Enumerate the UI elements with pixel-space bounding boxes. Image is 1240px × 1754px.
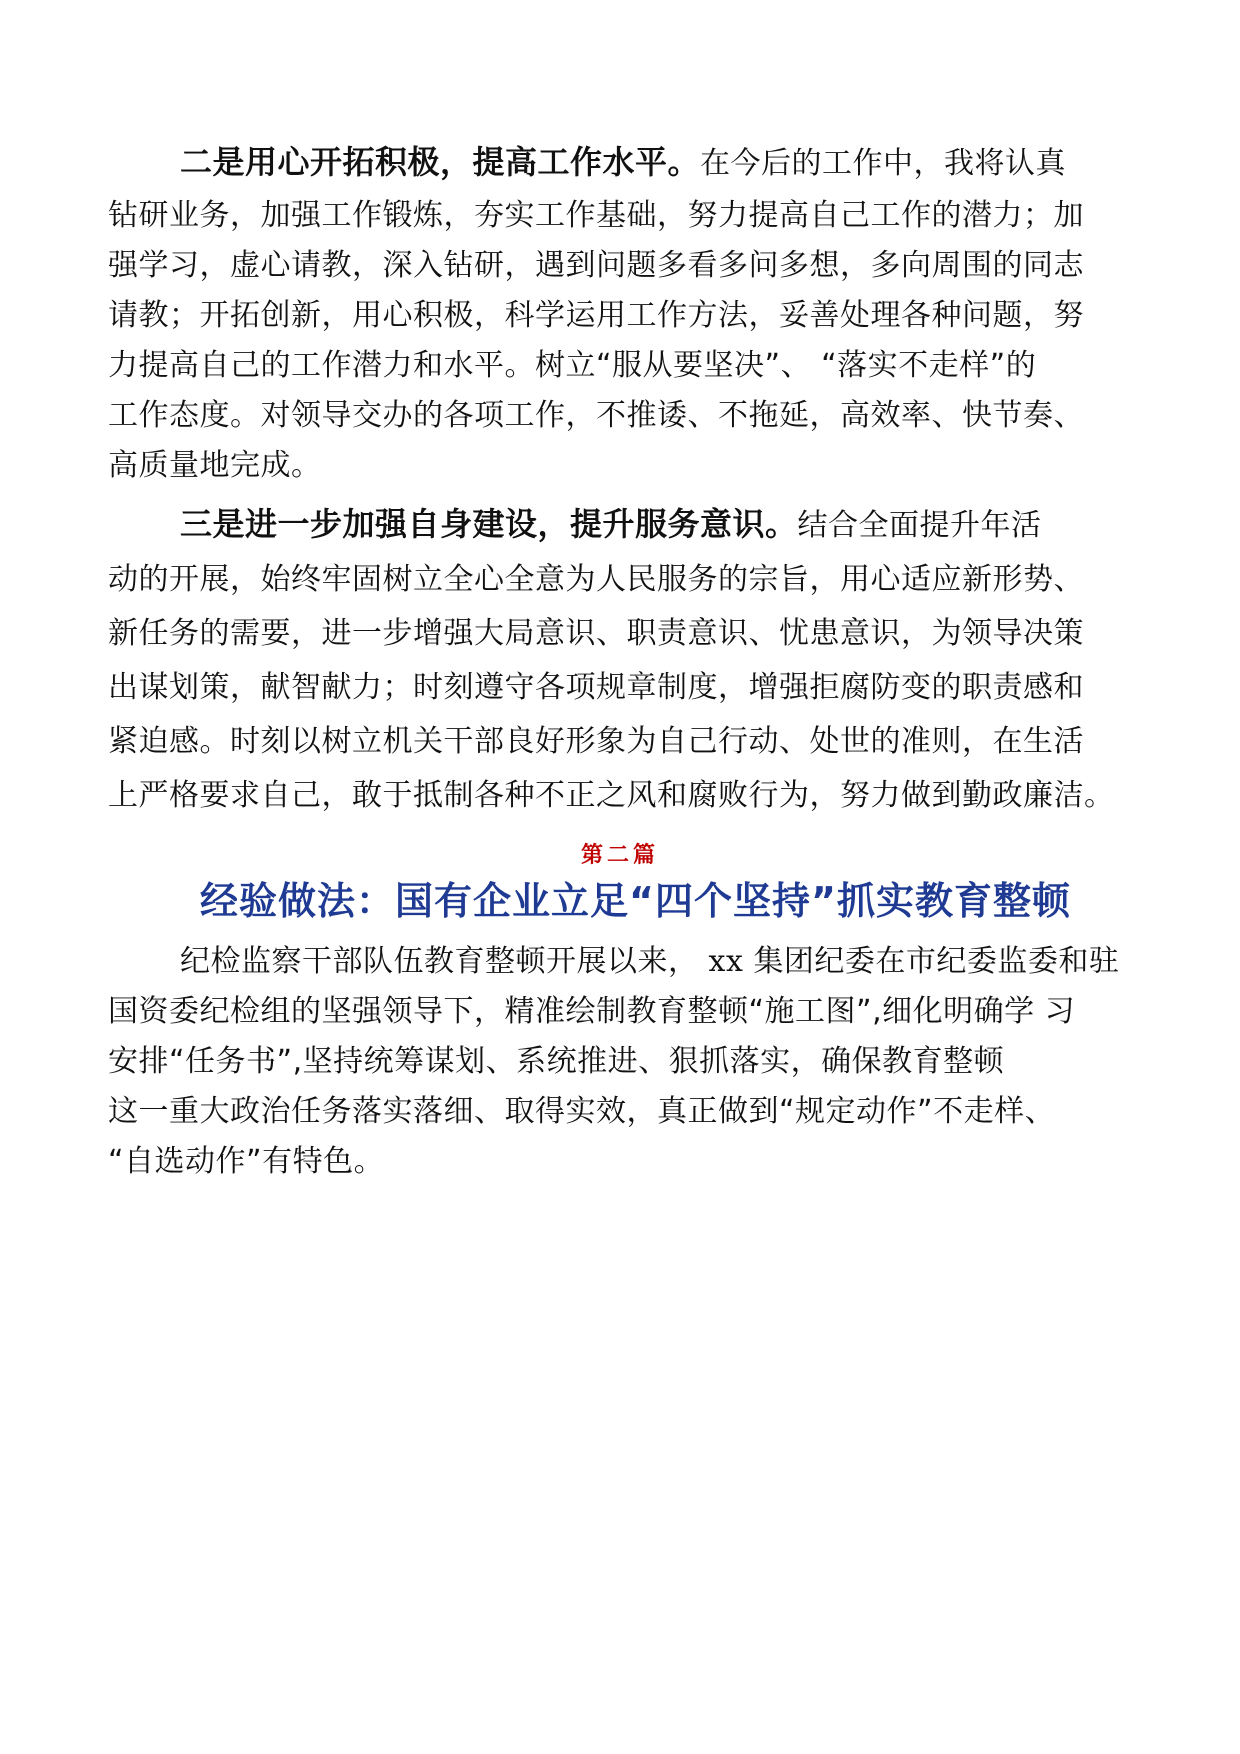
paragraph-2-lead: 二是用心开拓积极，提高工作水平。 — [180, 143, 701, 181]
paragraph-3-line: 动的开展，始终牢固树立全心全意为人民服务的宗旨，用心适应新形势、 — [108, 562, 1084, 597]
paragraph-2-line: 高质量地完成。 — [108, 448, 322, 483]
paragraph-3-lead: 三是进一步加强自身建设，提升服务意识。 — [180, 505, 798, 543]
paragraph-3-line: 紧迫感。时刻以树立机关干部良好形象为自己行动、处世的准则，在生活 — [108, 724, 1084, 759]
paragraph-3-line: 上严格要求自己，敢于抵制各种不正之风和腐败行为，努力做到勤政廉洁。 — [108, 778, 1115, 813]
article-paragraph-line: “自选动作”有特色。 — [108, 1144, 385, 1179]
paragraph-3-line: 出谋划策，献智献力；时刻遵守各项规章制度，增强拒腐防变的职责感和 — [108, 670, 1084, 705]
article-paragraph-line-1 — [180, 942, 1119, 982]
paragraph-2-line-1 — [180, 142, 1066, 184]
article-title: 经验做法：国有企业立足“四个坚持”抓实教育整顿 — [200, 879, 1071, 923]
paragraph-2-line: 力提高自己的工作潜力和水平。树立“服从要坚决”、 “落实不走样”的 — [108, 348, 1037, 383]
article-line-1-start: 纪检监察干部队伍教育整顿开展以来， — [180, 944, 699, 979]
article-paragraph-line: 安排“任务书”,坚持统筹谋划、系统推进、狠抓落实，确保教育整顿 — [108, 1044, 1005, 1079]
article-paragraph-line: 这一重大政治任务落实落细、取得实效，真正做到“规定动作”不走样、 — [108, 1094, 1056, 1129]
paragraph-2-line: 钻研业务，加强工作锻炼，夯实工作基础，努力提高自己工作的潜力；加 — [108, 198, 1084, 233]
article-line-1-end: 集团纪委在市纪委监委和驻 — [753, 944, 1120, 979]
article-paragraph-line: 国资委纪检组的坚强领导下，精准绘制教育整顿“施工图”,细化明确学 习 — [108, 994, 1076, 1029]
paragraph-2-line: 工作态度。对领导交办的各项工作，不推诿、不拖延，高效率、快节奏、 — [108, 398, 1084, 433]
paragraph-2-line: 请教；开拓创新，用心积极，科学运用工作方法，妥善处理各种问题，努 — [108, 298, 1084, 333]
paragraph-2-line: 强学习，虚心请教，深入钻研，遇到问题多看多问多想，多向周围的同志 — [108, 248, 1084, 283]
paragraph-3-line-1-rest: 结合全面提升年活 — [797, 508, 1042, 543]
section-label: 第二篇 — [580, 842, 659, 868]
paragraph-3-line-1 — [180, 504, 1042, 546]
paragraph-2-line-1-rest: 在今后的工作中，我将认真 — [700, 146, 1067, 181]
article-xx-placeholder: xx — [708, 944, 744, 979]
paragraph-3-line: 新任务的需要，进一步增强大局意识、职责意识、忧患意识，为领导决策 — [108, 616, 1084, 651]
